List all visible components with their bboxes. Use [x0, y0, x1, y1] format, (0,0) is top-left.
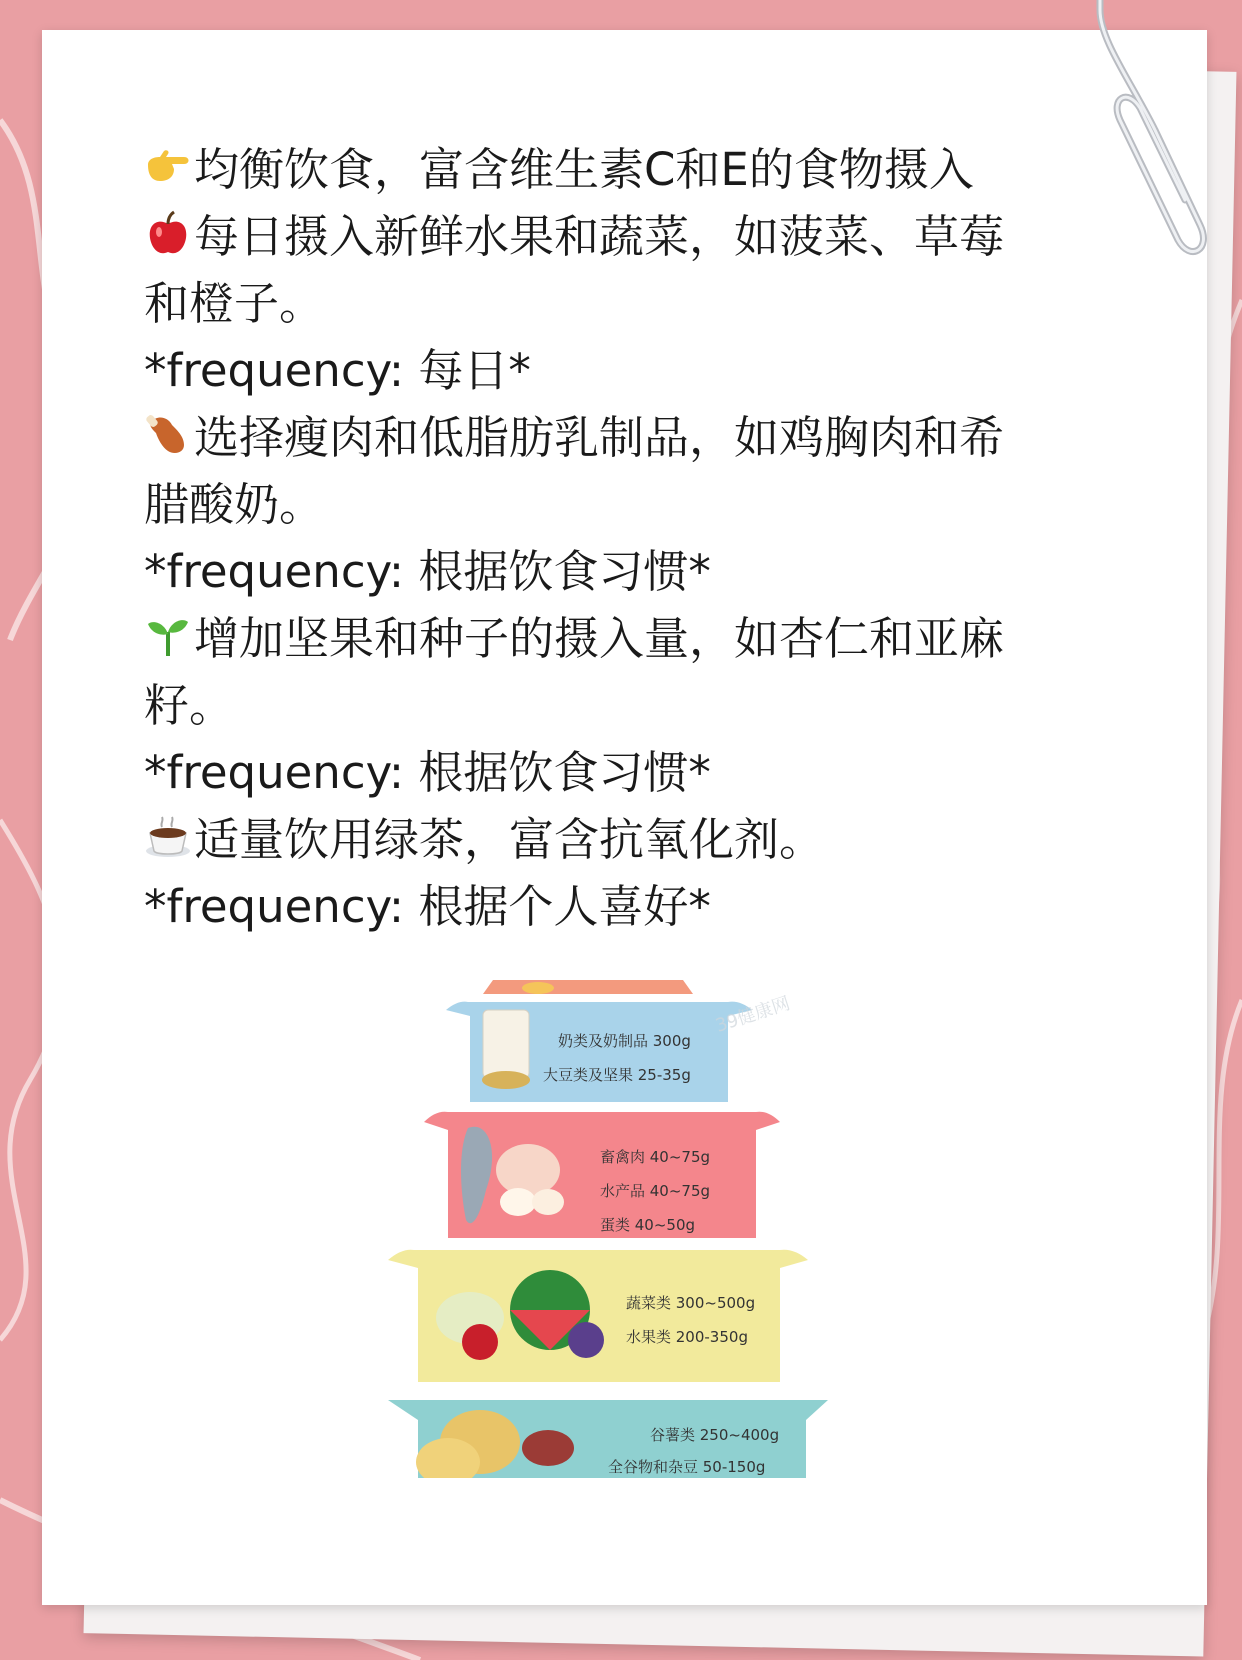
pyramid-tier-meat — [424, 1112, 780, 1238]
item-2-text-1: 选择瘦肉和低脂肪乳制品，如鸡胸肉和希 — [194, 411, 1005, 464]
grain-line-1: 谷薯类 250~400g — [650, 1426, 780, 1444]
meat-line-1: 畜禽肉 40~75g — [600, 1148, 711, 1166]
heading-line — [144, 136, 1084, 203]
grain-line-2: 全谷物和杂豆 50-150g — [608, 1458, 766, 1476]
item-3-text-2: 籽。 — [144, 679, 235, 732]
apple-icon — [144, 210, 192, 258]
veg-line-2: 水果类 200-350g — [626, 1328, 748, 1346]
item-4-frequency: *frequency: 根据个人喜好* — [144, 880, 711, 933]
item-2-line-1 — [144, 404, 1084, 471]
item-3-frequency: *frequency: 根据饮食习惯* — [144, 746, 711, 799]
item-1-text-1: 每日摄入新鲜水果和蔬菜，如菠菜、草莓 — [194, 210, 1005, 263]
chicken-leg-icon — [144, 411, 192, 459]
pyramid-top-tier — [483, 980, 693, 994]
item-4-line-1 — [144, 806, 1084, 873]
pyramid-tier-dairy — [446, 1002, 752, 1102]
pointing-hand-icon — [144, 143, 192, 191]
paperclip-icon — [1060, 0, 1240, 280]
pyramid-tier-grains — [388, 1400, 828, 1478]
item-4-text-1: 适量饮用绿茶，富含抗氧化剂。 — [194, 813, 825, 866]
hot-beverage-icon — [144, 813, 192, 861]
item-3-text-1: 增加坚果和种子的摄入量，如杏仁和亚麻 — [194, 612, 1005, 665]
heading-text: 均衡饮食，富含维生素C和E的食物摄入 — [194, 143, 974, 196]
dairy-line-1: 奶类及奶制品 300g — [558, 1032, 691, 1050]
watermark-text: 39健康网 — [713, 993, 793, 1037]
meat-line-3: 蛋类 40~50g — [600, 1216, 696, 1234]
item-1-frequency: *frequency: 每日* — [144, 344, 531, 397]
item-2-text-2: 腊酸奶。 — [144, 478, 325, 531]
food-pyramid-image — [388, 980, 874, 1478]
item-2-frequency: *frequency: 根据饮食习惯* — [144, 545, 711, 598]
veg-line-1: 蔬菜类 300~500g — [626, 1294, 756, 1312]
dairy-line-2: 大豆类及坚果 25-35g — [543, 1066, 691, 1084]
seedling-icon — [144, 612, 192, 660]
item-1-text-2: 和橙子。 — [144, 277, 325, 330]
diet-tips — [144, 136, 1084, 940]
item-3-line-1 — [144, 605, 1084, 672]
item-1-line-1 — [144, 203, 1084, 270]
pyramid-tier-vegetables-fruits — [388, 1250, 808, 1382]
meat-line-2: 水产品 40~75g — [600, 1182, 711, 1200]
